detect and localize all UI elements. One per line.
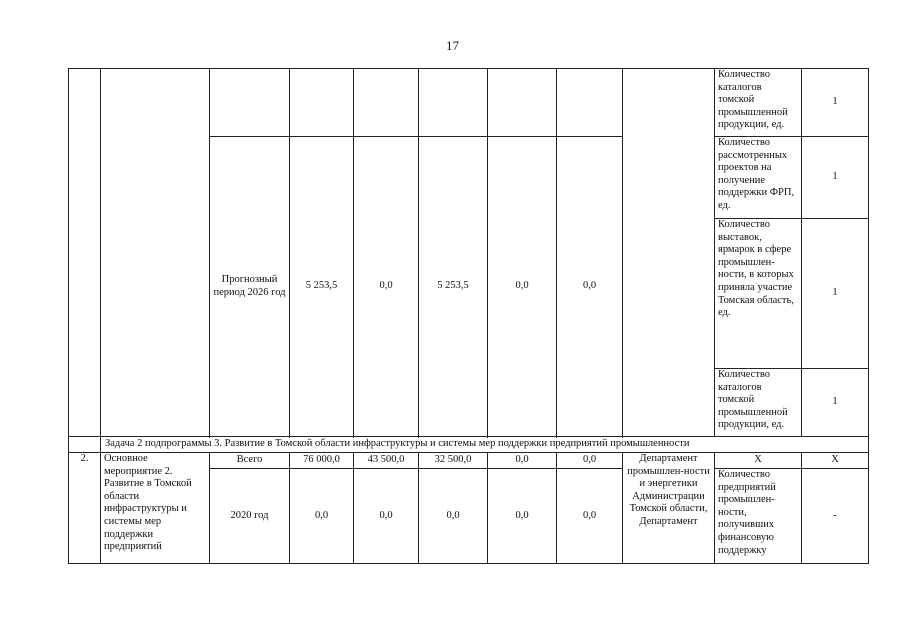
value-local: 0,0 [488, 453, 557, 469]
value-federal: 0,0 [354, 469, 419, 564]
value-federal: 43 500,0 [354, 453, 419, 469]
value-total: 0,0 [290, 469, 354, 564]
period-label: 2020 год [210, 469, 290, 564]
indicator-value: 1 [802, 69, 869, 137]
cell-activity-empty [101, 69, 210, 437]
cell-value-empty [354, 69, 419, 137]
page-number: 17 [446, 38, 459, 53]
indicator-name: Количество рассмотренных проектов на получение поддержки ФРП, ед. [715, 137, 802, 219]
cell-value-empty [488, 69, 557, 137]
cell-executor-empty [623, 69, 715, 437]
value-regional: 5 253,5 [419, 137, 488, 437]
table-row [69, 69, 869, 137]
cell-value-empty [419, 69, 488, 137]
period-label: Прогнозный период 2026 год [210, 137, 290, 437]
indicator-name: Количество предприятий промышлен-ности, получивших финансовую поддержку [715, 469, 802, 564]
value-regional: 32 500,0 [419, 453, 488, 469]
activity-number: 2. [69, 453, 101, 564]
cell-period-empty [210, 69, 290, 137]
indicator-name: Количество выставок, ярмарок в сфере промышлен-ности, в которых приняла участие Томская область, ед. [715, 219, 802, 369]
task-heading: Задача 2 подпрограммы 3. Развитие в Томской области инфраструктуры и системы мер поддержки предприятий промышленности [101, 437, 869, 453]
value-other: 0,0 [557, 137, 623, 437]
indicator-name: Х [715, 453, 802, 469]
activity-name: Основное мероприятие 2. Развитие в Томской области инфраструктуры и системы мер поддержки предприятий [101, 453, 210, 564]
value-total: 76 000,0 [290, 453, 354, 469]
indicator-value: 1 [802, 369, 869, 437]
table-row [69, 453, 869, 469]
indicator-name: Количество каталогов томской промышленной продукции, ед. [715, 69, 802, 137]
indicator-name: Количество каталогов томской промышленной продукции, ед. [715, 369, 802, 437]
program-table [68, 68, 869, 564]
indicator-value: 1 [802, 219, 869, 369]
value-regional: 0,0 [419, 469, 488, 564]
cell-number-empty [69, 69, 101, 437]
value-other: 0,0 [557, 453, 623, 469]
cell-value-empty [557, 69, 623, 137]
value-other: 0,0 [557, 469, 623, 564]
activity-executor: Департамент промышлен-ности и энергетики Администрации Томской области, Департамент [623, 453, 715, 564]
indicator-value: - [802, 469, 869, 564]
value-local: 0,0 [488, 137, 557, 437]
period-label: Всего [210, 453, 290, 469]
task-number-empty [69, 437, 101, 453]
value-federal: 0,0 [354, 137, 419, 437]
cell-value-empty [290, 69, 354, 137]
value-local: 0,0 [488, 469, 557, 564]
table-row [69, 437, 869, 453]
indicator-value: Х [802, 453, 869, 469]
indicator-value: 1 [802, 137, 869, 219]
value-total: 5 253,5 [290, 137, 354, 437]
